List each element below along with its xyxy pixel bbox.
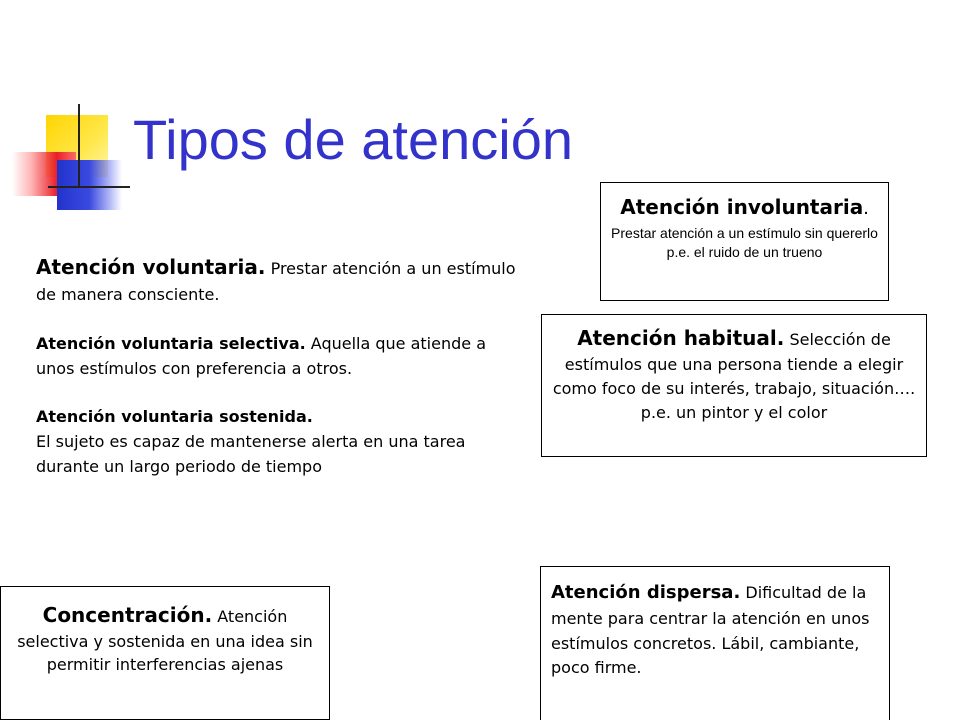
voluntary-attention-text: [36, 252, 516, 480]
logo-blue-square: [57, 160, 122, 210]
habitual-attention-box: [541, 314, 927, 457]
concentration-box: [0, 586, 330, 720]
logo-vertical-line: [78, 104, 80, 188]
voluntary-head: Atención voluntaria.: [36, 255, 266, 279]
slide-title: Tipos de atención: [133, 108, 573, 171]
selective-text: Aquella que atiende a unos estímulos con preferencia a otros.: [36, 333, 486, 378]
sustained-head: Atención voluntaria sostenida.: [36, 407, 313, 427]
logo-horizontal-line: [48, 186, 130, 188]
habitual-head: Atención habitual.: [577, 326, 785, 350]
involuntary-dot: .: [863, 197, 869, 219]
concentration-head: Concentración.: [42, 603, 213, 627]
sustained-text: El sujeto es capaz de mantenerse alerta en una tarea durante un largo periodo de tiempo: [36, 432, 466, 476]
habitual-text: Selección de estímulos que una persona tiende a elegir como foco de su interés, trabajo, situación…. p.e. un pintor y el color: [552, 330, 916, 422]
dispersed-text: Dificultad de la mente para centrar la atención en unos estímulos concretos. Lábil, cambiante, poco firme.: [551, 583, 870, 678]
selective-head: Atención voluntaria selectiva.: [36, 333, 306, 353]
concentration-text: Atención selectiva y sostenida en una idea sin permitir interferencias ajenas: [17, 607, 313, 675]
dispersed-head: Atención dispersa.: [551, 582, 741, 603]
dispersed-attention-box: [540, 566, 890, 720]
voluntary-text: Prestar atención a un estímulo de manera consciente.: [36, 259, 516, 304]
decorative-logo: [0, 0, 140, 230]
involuntary-attention-box: [600, 182, 889, 301]
involuntary-head: Atención involuntaria: [620, 195, 864, 219]
involuntary-text: Prestar atención a un estímulo sin quererlo p.e. el ruido de un trueno: [611, 225, 878, 260]
